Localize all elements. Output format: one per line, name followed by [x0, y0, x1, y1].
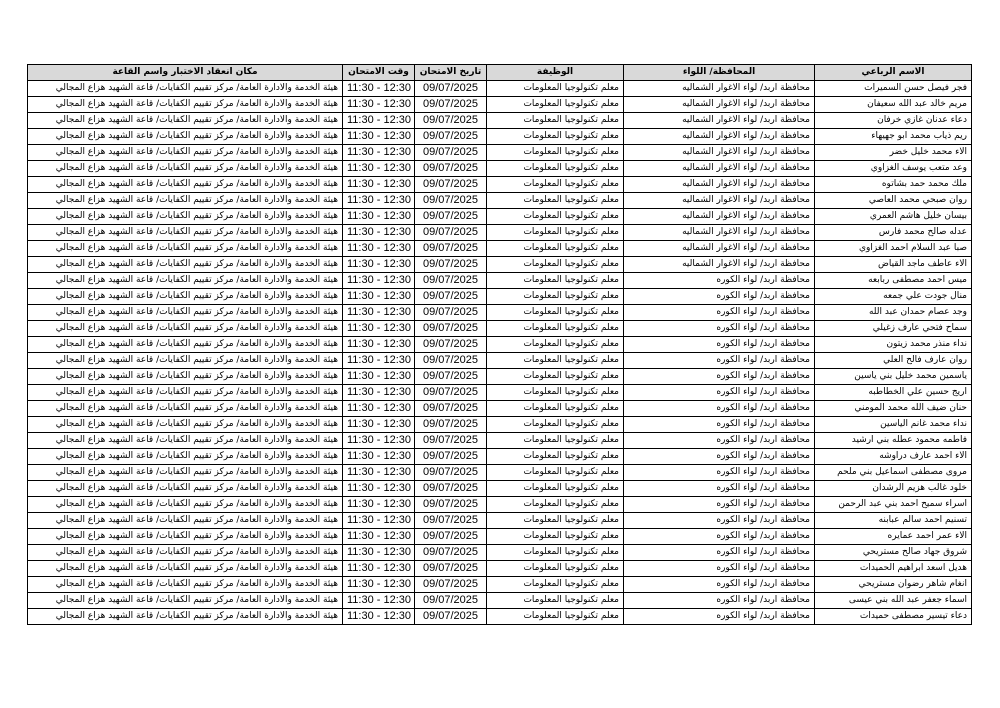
cell-exam-place: هيئة الخدمة والادارة العامة/ مركز تقييم الكفايات/ قاعة الشهيد هزاع المجالي [28, 529, 343, 545]
table-row [28, 465, 972, 481]
cell-exam-time: 11:30 - 12:30 [343, 465, 415, 481]
cell-exam-time: 11:30 - 12:30 [343, 241, 415, 257]
cell-exam-time: 11:30 - 12:30 [343, 273, 415, 289]
cell-full-name: دعاء تيسير مصطفى حميدات [815, 609, 972, 625]
cell-exam-date: 09/07/2025 [415, 129, 487, 145]
cell-exam-date: 09/07/2025 [415, 481, 487, 497]
cell-full-name: انغام شاهر رضوان مستريحي [815, 577, 972, 593]
cell-exam-time: 11:30 - 12:30 [343, 97, 415, 113]
header-exam-date: تاريخ الامتحان [415, 65, 487, 81]
cell-governorate: محافظة اربد/ لواء الاغوار الشماليه [624, 81, 815, 97]
cell-exam-place: هيئة الخدمة والادارة العامة/ مركز تقييم الكفايات/ قاعة الشهيد هزاع المجالي [28, 97, 343, 113]
cell-job: معلم تكنولوجيا المعلومات [487, 529, 624, 545]
cell-exam-time: 11:30 - 12:30 [343, 513, 415, 529]
cell-full-name: نداء منذر محمد زيتون [815, 337, 972, 353]
cell-exam-time: 11:30 - 12:30 [343, 353, 415, 369]
table-row [28, 193, 972, 209]
cell-job: معلم تكنولوجيا المعلومات [487, 177, 624, 193]
cell-exam-time: 11:30 - 12:30 [343, 417, 415, 433]
cell-full-name: نداء محمد غانم الياسين [815, 417, 972, 433]
cell-exam-place: هيئة الخدمة والادارة العامة/ مركز تقييم الكفايات/ قاعة الشهيد هزاع المجالي [28, 289, 343, 305]
table-row [28, 561, 972, 577]
table-row [28, 353, 972, 369]
table-row [28, 161, 972, 177]
cell-exam-date: 09/07/2025 [415, 81, 487, 97]
cell-job: معلم تكنولوجيا المعلومات [487, 561, 624, 577]
cell-job: معلم تكنولوجيا المعلومات [487, 609, 624, 625]
table-row [28, 81, 972, 97]
cell-exam-date: 09/07/2025 [415, 385, 487, 401]
cell-exam-place: هيئة الخدمة والادارة العامة/ مركز تقييم الكفايات/ قاعة الشهيد هزاع المجالي [28, 177, 343, 193]
table-row [28, 305, 972, 321]
table-row [28, 369, 972, 385]
cell-job: معلم تكنولوجيا المعلومات [487, 577, 624, 593]
table-row [28, 97, 972, 113]
cell-exam-place: هيئة الخدمة والادارة العامة/ مركز تقييم الكفايات/ قاعة الشهيد هزاع المجالي [28, 225, 343, 241]
cell-full-name: شروق جهاد صالح مستريحي [815, 545, 972, 561]
cell-exam-date: 09/07/2025 [415, 545, 487, 561]
cell-full-name: مروى مصطفى اسماعيل بني ملحم [815, 465, 972, 481]
cell-exam-place: هيئة الخدمة والادارة العامة/ مركز تقييم الكفايات/ قاعة الشهيد هزاع المجالي [28, 161, 343, 177]
cell-exam-time: 11:30 - 12:30 [343, 321, 415, 337]
cell-full-name: تسنيم احمد سالم عبابنه [815, 513, 972, 529]
cell-governorate: محافظة اربد/ لواء الكوره [624, 465, 815, 481]
cell-governorate: محافظة اربد/ لواء الاغوار الشماليه [624, 241, 815, 257]
cell-exam-time: 11:30 - 12:30 [343, 209, 415, 225]
cell-governorate: محافظة اربد/ لواء الاغوار الشماليه [624, 209, 815, 225]
cell-job: معلم تكنولوجيا المعلومات [487, 257, 624, 273]
table-row [28, 113, 972, 129]
table-body [28, 81, 972, 625]
cell-job: معلم تكنولوجيا المعلومات [487, 513, 624, 529]
cell-exam-time: 11:30 - 12:30 [343, 225, 415, 241]
cell-full-name: اريج حسين علي الخطاطبه [815, 385, 972, 401]
header-exam-place: مكان انعقاد الاختبار واسم القاعة [28, 65, 343, 81]
cell-full-name: فجر فيصل حسن السميرات [815, 81, 972, 97]
cell-exam-place: هيئة الخدمة والادارة العامة/ مركز تقييم الكفايات/ قاعة الشهيد هزاع المجالي [28, 449, 343, 465]
cell-governorate: محافظة اربد/ لواء الكوره [624, 289, 815, 305]
table-row [28, 609, 972, 625]
cell-exam-place: هيئة الخدمة والادارة العامة/ مركز تقييم الكفايات/ قاعة الشهيد هزاع المجالي [28, 337, 343, 353]
cell-full-name: مريم خالد عبد الله سعيفان [815, 97, 972, 113]
cell-exam-time: 11:30 - 12:30 [343, 433, 415, 449]
cell-governorate: محافظة اربد/ لواء الاغوار الشماليه [624, 177, 815, 193]
cell-full-name: الاء عاطف ماجد القياض [815, 257, 972, 273]
cell-exam-place: هيئة الخدمة والادارة العامة/ مركز تقييم الكفايات/ قاعة الشهيد هزاع المجالي [28, 113, 343, 129]
cell-exam-place: هيئة الخدمة والادارة العامة/ مركز تقييم الكفايات/ قاعة الشهيد هزاع المجالي [28, 257, 343, 273]
cell-job: معلم تكنولوجيا المعلومات [487, 321, 624, 337]
cell-governorate: محافظة اربد/ لواء الكوره [624, 561, 815, 577]
cell-exam-time: 11:30 - 12:30 [343, 545, 415, 561]
cell-exam-time: 11:30 - 12:30 [343, 593, 415, 609]
cell-full-name: روان صبحي محمد العاصي [815, 193, 972, 209]
cell-governorate: محافظة اربد/ لواء الكوره [624, 417, 815, 433]
header-exam-time: وقت الامتحان [343, 65, 415, 81]
table-row [28, 241, 972, 257]
cell-exam-place: هيئة الخدمة والادارة العامة/ مركز تقييم الكفايات/ قاعة الشهيد هزاع المجالي [28, 545, 343, 561]
cell-exam-place: هيئة الخدمة والادارة العامة/ مركز تقييم الكفايات/ قاعة الشهيد هزاع المجالي [28, 593, 343, 609]
cell-exam-place: هيئة الخدمة والادارة العامة/ مركز تقييم الكفايات/ قاعة الشهيد هزاع المجالي [28, 81, 343, 97]
cell-governorate: محافظة اربد/ لواء الاغوار الشماليه [624, 225, 815, 241]
cell-exam-place: هيئة الخدمة والادارة العامة/ مركز تقييم الكفايات/ قاعة الشهيد هزاع المجالي [28, 385, 343, 401]
cell-exam-date: 09/07/2025 [415, 497, 487, 513]
table-header-row [28, 65, 972, 81]
cell-job: معلم تكنولوجيا المعلومات [487, 273, 624, 289]
cell-job: معلم تكنولوجيا المعلومات [487, 97, 624, 113]
cell-exam-place: هيئة الخدمة والادارة العامة/ مركز تقييم الكفايات/ قاعة الشهيد هزاع المجالي [28, 273, 343, 289]
cell-full-name: اسراء سميح احمد بني عبد الرحمن [815, 497, 972, 513]
cell-job: معلم تكنولوجيا المعلومات [487, 497, 624, 513]
cell-governorate: محافظة اربد/ لواء الكوره [624, 433, 815, 449]
cell-job: معلم تكنولوجيا المعلومات [487, 593, 624, 609]
cell-exam-date: 09/07/2025 [415, 353, 487, 369]
cell-job: معلم تكنولوجيا المعلومات [487, 401, 624, 417]
cell-governorate: محافظة اربد/ لواء الكوره [624, 273, 815, 289]
table-row [28, 225, 972, 241]
cell-full-name: دعاء عدنان غازي خرفان [815, 113, 972, 129]
cell-job: معلم تكنولوجيا المعلومات [487, 353, 624, 369]
cell-governorate: محافظة اربد/ لواء الكوره [624, 337, 815, 353]
cell-governorate: محافظة اربد/ لواء الاغوار الشماليه [624, 97, 815, 113]
table-row [28, 401, 972, 417]
cell-full-name: سماح فتحي عارف زغيلي [815, 321, 972, 337]
cell-exam-date: 09/07/2025 [415, 177, 487, 193]
cell-exam-date: 09/07/2025 [415, 113, 487, 129]
cell-governorate: محافظة اربد/ لواء الاغوار الشماليه [624, 257, 815, 273]
exam-schedule-table [27, 64, 972, 625]
cell-job: معلم تكنولوجيا المعلومات [487, 145, 624, 161]
cell-exam-date: 09/07/2025 [415, 337, 487, 353]
cell-exam-place: هيئة الخدمة والادارة العامة/ مركز تقييم الكفايات/ قاعة الشهيد هزاع المجالي [28, 209, 343, 225]
cell-governorate: محافظة اربد/ لواء الكوره [624, 369, 815, 385]
cell-exam-date: 09/07/2025 [415, 609, 487, 625]
cell-exam-time: 11:30 - 12:30 [343, 385, 415, 401]
cell-exam-date: 09/07/2025 [415, 225, 487, 241]
cell-exam-place: هيئة الخدمة والادارة العامة/ مركز تقييم الكفايات/ قاعة الشهيد هزاع المجالي [28, 417, 343, 433]
cell-exam-place: هيئة الخدمة والادارة العامة/ مركز تقييم الكفايات/ قاعة الشهيد هزاع المجالي [28, 129, 343, 145]
cell-exam-date: 09/07/2025 [415, 305, 487, 321]
cell-exam-place: هيئة الخدمة والادارة العامة/ مركز تقييم الكفايات/ قاعة الشهيد هزاع المجالي [28, 465, 343, 481]
cell-exam-date: 09/07/2025 [415, 369, 487, 385]
cell-exam-place: هيئة الخدمة والادارة العامة/ مركز تقييم الكفايات/ قاعة الشهيد هزاع المجالي [28, 609, 343, 625]
cell-exam-date: 09/07/2025 [415, 593, 487, 609]
cell-exam-time: 11:30 - 12:30 [343, 449, 415, 465]
cell-exam-time: 11:30 - 12:30 [343, 257, 415, 273]
cell-exam-date: 09/07/2025 [415, 433, 487, 449]
cell-exam-date: 09/07/2025 [415, 401, 487, 417]
cell-job: معلم تكنولوجيا المعلومات [487, 337, 624, 353]
cell-exam-date: 09/07/2025 [415, 561, 487, 577]
cell-exam-time: 11:30 - 12:30 [343, 481, 415, 497]
table-row [28, 257, 972, 273]
cell-exam-time: 11:30 - 12:30 [343, 193, 415, 209]
cell-governorate: محافظة اربد/ لواء الاغوار الشماليه [624, 161, 815, 177]
cell-governorate: محافظة اربد/ لواء الكوره [624, 305, 815, 321]
cell-governorate: محافظة اربد/ لواء الكوره [624, 545, 815, 561]
cell-governorate: محافظة اربد/ لواء الكوره [624, 513, 815, 529]
cell-job: معلم تكنولوجيا المعلومات [487, 545, 624, 561]
cell-exam-date: 09/07/2025 [415, 289, 487, 305]
cell-governorate: محافظة اربد/ لواء الكوره [624, 321, 815, 337]
table-row [28, 449, 972, 465]
cell-exam-place: هيئة الخدمة والادارة العامة/ مركز تقييم الكفايات/ قاعة الشهيد هزاع المجالي [28, 145, 343, 161]
table-row [28, 577, 972, 593]
cell-full-name: ريم ذياب محمد ابو جهيهاء [815, 129, 972, 145]
cell-job: معلم تكنولوجيا المعلومات [487, 433, 624, 449]
table-row [28, 273, 972, 289]
cell-exam-time: 11:30 - 12:30 [343, 161, 415, 177]
table-row [28, 321, 972, 337]
table-row [28, 433, 972, 449]
cell-exam-date: 09/07/2025 [415, 577, 487, 593]
cell-governorate: محافظة اربد/ لواء الاغوار الشماليه [624, 113, 815, 129]
cell-exam-place: هيئة الخدمة والادارة العامة/ مركز تقييم الكفايات/ قاعة الشهيد هزاع المجالي [28, 353, 343, 369]
table-row [28, 529, 972, 545]
table-row [28, 337, 972, 353]
table-row [28, 593, 972, 609]
cell-exam-date: 09/07/2025 [415, 321, 487, 337]
header-job: الوظيفة [487, 65, 624, 81]
cell-job: معلم تكنولوجيا المعلومات [487, 129, 624, 145]
cell-full-name: حنان ضيف الله محمد المومني [815, 401, 972, 417]
cell-job: معلم تكنولوجيا المعلومات [487, 241, 624, 257]
cell-full-name: الاء عمر احمد عمايره [815, 529, 972, 545]
cell-exam-time: 11:30 - 12:30 [343, 337, 415, 353]
cell-job: معلم تكنولوجيا المعلومات [487, 385, 624, 401]
header-full-name: الاسم الرباعي [815, 65, 972, 81]
cell-governorate: محافظة اربد/ لواء الكوره [624, 609, 815, 625]
cell-exam-time: 11:30 - 12:30 [343, 305, 415, 321]
cell-job: معلم تكنولوجيا المعلومات [487, 449, 624, 465]
cell-governorate: محافظة اربد/ لواء الكوره [624, 529, 815, 545]
cell-exam-place: هيئة الخدمة والادارة العامة/ مركز تقييم الكفايات/ قاعة الشهيد هزاع المجالي [28, 577, 343, 593]
cell-full-name: منال جودت علي جمعه [815, 289, 972, 305]
cell-job: معلم تكنولوجيا المعلومات [487, 209, 624, 225]
cell-job: معلم تكنولوجيا المعلومات [487, 113, 624, 129]
cell-exam-time: 11:30 - 12:30 [343, 529, 415, 545]
table-row [28, 497, 972, 513]
cell-job: معلم تكنولوجيا المعلومات [487, 369, 624, 385]
cell-full-name: ميس احمد مصطفى ربابعه [815, 273, 972, 289]
cell-full-name: ياسمين محمد خليل بني ياسين [815, 369, 972, 385]
cell-exam-date: 09/07/2025 [415, 161, 487, 177]
cell-exam-time: 11:30 - 12:30 [343, 561, 415, 577]
cell-exam-place: هيئة الخدمة والادارة العامة/ مركز تقييم الكفايات/ قاعة الشهيد هزاع المجالي [28, 321, 343, 337]
cell-exam-date: 09/07/2025 [415, 417, 487, 433]
cell-exam-date: 09/07/2025 [415, 465, 487, 481]
cell-exam-time: 11:30 - 12:30 [343, 497, 415, 513]
cell-exam-place: هيئة الخدمة والادارة العامة/ مركز تقييم الكفايات/ قاعة الشهيد هزاع المجالي [28, 305, 343, 321]
cell-full-name: هديل اسعد ابراهيم الحميدات [815, 561, 972, 577]
cell-exam-date: 09/07/2025 [415, 241, 487, 257]
cell-governorate: محافظة اربد/ لواء الاغوار الشماليه [624, 145, 815, 161]
cell-full-name: فاطمه محمود عطله بني ارشيد [815, 433, 972, 449]
cell-governorate: محافظة اربد/ لواء الكوره [624, 497, 815, 513]
cell-exam-time: 11:30 - 12:30 [343, 609, 415, 625]
cell-exam-date: 09/07/2025 [415, 193, 487, 209]
cell-exam-date: 09/07/2025 [415, 209, 487, 225]
cell-exam-date: 09/07/2025 [415, 97, 487, 113]
cell-exam-date: 09/07/2025 [415, 257, 487, 273]
table-row [28, 289, 972, 305]
cell-governorate: محافظة اربد/ لواء الكوره [624, 401, 815, 417]
cell-governorate: محافظة اربد/ لواء الكوره [624, 449, 815, 465]
table-row [28, 481, 972, 497]
table-row [28, 177, 972, 193]
cell-exam-place: هيئة الخدمة والادارة العامة/ مركز تقييم الكفايات/ قاعة الشهيد هزاع المجالي [28, 401, 343, 417]
cell-exam-time: 11:30 - 12:30 [343, 81, 415, 97]
cell-exam-date: 09/07/2025 [415, 449, 487, 465]
cell-exam-date: 09/07/2025 [415, 145, 487, 161]
cell-exam-place: هيئة الخدمة والادارة العامة/ مركز تقييم الكفايات/ قاعة الشهيد هزاع المجالي [28, 481, 343, 497]
cell-job: معلم تكنولوجيا المعلومات [487, 417, 624, 433]
cell-exam-time: 11:30 - 12:30 [343, 289, 415, 305]
cell-exam-place: هيئة الخدمة والادارة العامة/ مركز تقييم الكفايات/ قاعة الشهيد هزاع المجالي [28, 561, 343, 577]
cell-full-name: وجد عصام حمدان عبد الله [815, 305, 972, 321]
table-row [28, 545, 972, 561]
cell-full-name: وعد متعب يوسف الغزاوي [815, 161, 972, 177]
cell-exam-place: هيئة الخدمة والادارة العامة/ مركز تقييم الكفايات/ قاعة الشهيد هزاع المجالي [28, 193, 343, 209]
cell-governorate: محافظة اربد/ لواء الاغوار الشماليه [624, 193, 815, 209]
cell-full-name: خلود غالب هزيم الرشدان [815, 481, 972, 497]
cell-job: معلم تكنولوجيا المعلومات [487, 289, 624, 305]
exam-schedule-sheet [27, 64, 971, 625]
cell-exam-place: هيئة الخدمة والادارة العامة/ مركز تقييم الكفايات/ قاعة الشهيد هزاع المجالي [28, 369, 343, 385]
cell-job: معلم تكنولوجيا المعلومات [487, 81, 624, 97]
table-row [28, 209, 972, 225]
cell-exam-time: 11:30 - 12:30 [343, 113, 415, 129]
cell-exam-time: 11:30 - 12:30 [343, 577, 415, 593]
cell-exam-place: هيئة الخدمة والادارة العامة/ مركز تقييم الكفايات/ قاعة الشهيد هزاع المجالي [28, 433, 343, 449]
cell-full-name: الاء احمد عارف دراوشه [815, 449, 972, 465]
cell-exam-date: 09/07/2025 [415, 273, 487, 289]
cell-full-name: اسماء جعفر عبد الله بني عيسى [815, 593, 972, 609]
cell-full-name: ملك محمد حمد بشاتوه [815, 177, 972, 193]
cell-governorate: محافظة اربد/ لواء الكوره [624, 577, 815, 593]
table-row [28, 129, 972, 145]
header-governorate: المحافظة/ اللواء [624, 65, 815, 81]
cell-exam-time: 11:30 - 12:30 [343, 369, 415, 385]
cell-full-name: بيسان خليل هاشم العمري [815, 209, 972, 225]
cell-exam-time: 11:30 - 12:30 [343, 129, 415, 145]
cell-job: معلم تكنولوجيا المعلومات [487, 481, 624, 497]
cell-exam-place: هيئة الخدمة والادارة العامة/ مركز تقييم الكفايات/ قاعة الشهيد هزاع المجالي [28, 513, 343, 529]
table-row [28, 513, 972, 529]
cell-job: معلم تكنولوجيا المعلومات [487, 161, 624, 177]
table-row [28, 145, 972, 161]
cell-governorate: محافظة اربد/ لواء الكوره [624, 481, 815, 497]
cell-exam-time: 11:30 - 12:30 [343, 145, 415, 161]
cell-exam-time: 11:30 - 12:30 [343, 401, 415, 417]
cell-exam-time: 11:30 - 12:30 [343, 177, 415, 193]
cell-governorate: محافظة اربد/ لواء الكوره [624, 593, 815, 609]
cell-exam-date: 09/07/2025 [415, 513, 487, 529]
cell-job: معلم تكنولوجيا المعلومات [487, 225, 624, 241]
cell-governorate: محافظة اربد/ لواء الكوره [624, 385, 815, 401]
cell-job: معلم تكنولوجيا المعلومات [487, 465, 624, 481]
table-row [28, 385, 972, 401]
cell-full-name: عدله صالح محمد فارس [815, 225, 972, 241]
cell-job: معلم تكنولوجيا المعلومات [487, 305, 624, 321]
cell-full-name: روان عارف فالح العلي [815, 353, 972, 369]
cell-governorate: محافظة اربد/ لواء الكوره [624, 353, 815, 369]
cell-exam-place: هيئة الخدمة والادارة العامة/ مركز تقييم الكفايات/ قاعة الشهيد هزاع المجالي [28, 241, 343, 257]
cell-exam-place: هيئة الخدمة والادارة العامة/ مركز تقييم الكفايات/ قاعة الشهيد هزاع المجالي [28, 497, 343, 513]
table-row [28, 417, 972, 433]
cell-job: معلم تكنولوجيا المعلومات [487, 193, 624, 209]
cell-full-name: الاء محمد خليل خضر [815, 145, 972, 161]
cell-governorate: محافظة اربد/ لواء الاغوار الشماليه [624, 129, 815, 145]
cell-exam-date: 09/07/2025 [415, 529, 487, 545]
cell-full-name: صبا عبد السلام احمد الغزاوي [815, 241, 972, 257]
